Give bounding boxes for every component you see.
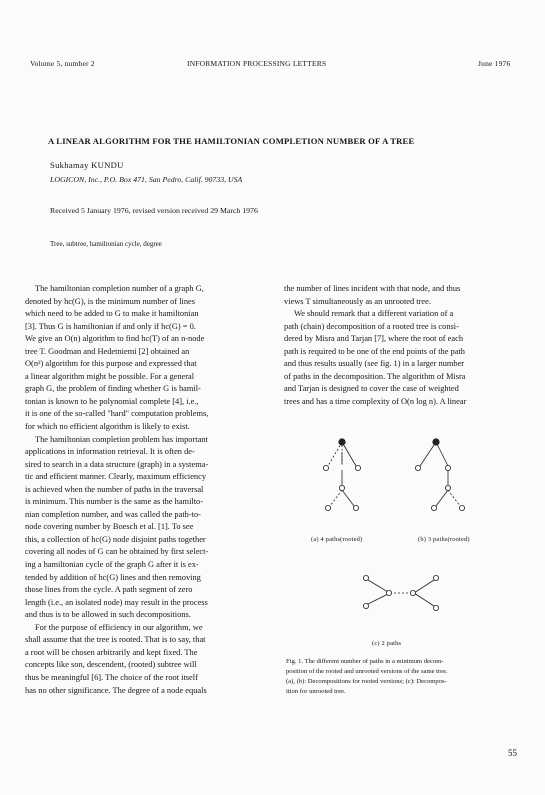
- body-line: dered by Misra and Tarjan [7], where the root of each: [284, 334, 464, 344]
- caption-line: Fig. 1. The different number of paths in a minimum decom-: [286, 658, 444, 665]
- body-line: We give an O(n) algorithm to find hc(T) of an n-node: [25, 334, 205, 344]
- body-line: concepts like son, descendent, (rooted) subtree will: [25, 660, 197, 670]
- tree-c: [363, 575, 438, 610]
- figure-label-c: (c) 2 paths: [372, 640, 402, 647]
- body-line: thus be meaningful [6]. The choice of the root itself: [25, 672, 198, 682]
- caption-line: (a), (b): Decompositions for rooted versions; (c): Decompos-: [286, 678, 447, 685]
- body-line: sired to search in a data structure (graph) in a systema-: [25, 459, 209, 469]
- caption-line: ition for unrooted tree.: [286, 688, 346, 695]
- body-line: for which no efficient algorithm is likely to exist.: [25, 422, 190, 432]
- received-date: Received 5 January 1976, revised version received 29 March 1976: [50, 206, 258, 215]
- body-line: [3]. Thus G is hamiltonian if and only if hc(G) = 0.: [25, 321, 196, 331]
- running-header-volume: Volume 5, number 2: [30, 59, 95, 68]
- running-header-date: June 1976: [478, 59, 511, 68]
- author-name: Sukhamay KUNDU: [50, 160, 124, 170]
- body-line: of paths in the decomposition. The algorithm of Misra: [284, 371, 466, 381]
- body-line: O(n²) algorithm for this purpose and expressed that: [25, 359, 197, 369]
- body-line: trees and has a time complexity of O(n log n). A linear: [284, 396, 467, 406]
- body-line: views T simultaneously as an unrooted tree.: [284, 296, 431, 306]
- figure-label-b: (b) 3 paths(rooted): [418, 536, 470, 543]
- body-line: The hamiltonian completion problem has important: [35, 434, 208, 444]
- body-line: path (chain) decomposition of a rooted tree is consi-: [284, 321, 459, 331]
- body-line: has no other significance. The degree of a node equals: [25, 685, 207, 695]
- body-line: and thus results usually (see fig. 1) in a larger number: [284, 359, 465, 369]
- body-line: those lines from the cycle. A path segment of zero: [25, 585, 193, 595]
- left-column: [25, 283, 268, 697]
- author-affiliation: LOGICON, Inc., P.O. Box 471, San Pedro, Calif. 90733, USA: [50, 175, 243, 184]
- body-line: The hamiltonian completion number of a graph G,: [35, 284, 204, 293]
- body-line: tonian is known to be polynomial complete [4], i.e.,: [25, 396, 199, 406]
- body-line: this, a collection of hc(G) node disjoint paths together: [25, 534, 206, 544]
- body-line: is minimum. This number is the same as the hamilto-: [25, 497, 204, 507]
- body-line: covering all nodes of G can be obtained by first select-: [25, 547, 209, 557]
- body-line: denoted by hc(G), is the minimum number of lines: [25, 296, 196, 306]
- body-line: nian completion number, and was called the path-to-: [25, 509, 201, 519]
- body-line: it is one of the so-called "hard" computation problems,: [25, 409, 209, 419]
- body-line: tended by addition of hc(G) lines and then removing: [25, 572, 201, 582]
- body-line: path is required to be one of the end points of the path: [284, 346, 465, 356]
- body-line: a linear algorithm might be possible. For a general: [25, 371, 195, 381]
- body-line: is achieved when the number of paths in the traversal: [25, 484, 204, 494]
- body-line: tree T. Goodman and Hedetniemi [2] obtained an: [25, 346, 190, 356]
- body-line: shall assume that the tree is rooted. That is to say, that: [25, 635, 206, 645]
- figure-label-a: (a) 4 paths(rooted): [311, 536, 363, 543]
- running-header-journal: INFORMATION PROCESSING LETTERS: [187, 59, 327, 68]
- body-line: tic and efficient manner. Clearly, maximum efficiency: [25, 472, 207, 482]
- body-line: applications in information retrieval. It is often de-: [25, 447, 195, 457]
- caption-line: position of the rooted and unrooted versions of the same tree.: [286, 668, 448, 675]
- body-line: We should remark that a different variation of a: [294, 309, 454, 319]
- body-line: which need to be added to G to make it hamiltonian: [25, 309, 199, 319]
- body-line: For the purpose of efficiency in our algorithm, we: [35, 622, 203, 632]
- body-line: and Tarjan is designed to cover the case of weighted: [284, 384, 459, 394]
- body-line: a root will be chosen arbitrarily and kept fixed. The: [25, 647, 198, 657]
- keywords: Tree, subtree, hamiltonian cycle, degree: [50, 240, 162, 248]
- tree-b: [415, 439, 464, 511]
- tree-a: [323, 439, 360, 511]
- body-line: and thus is to be allowed in such decompositions.: [25, 610, 191, 620]
- body-line: node covering number by Boesch et al. [1]. To see: [25, 522, 194, 532]
- right-column: [284, 283, 516, 408]
- body-line: the number of lines incident with that node, and thus: [284, 284, 461, 293]
- figure-caption: [286, 657, 511, 697]
- body-line: length (i.e., an isolated node) may result in the process: [25, 597, 208, 607]
- article-title: A LINEAR ALGORITHM FOR THE HAMILTONIAN COMPLETION NUMBER OF A TREE: [48, 136, 415, 146]
- body-line: graph G, the problem of finding whether G is hamil-: [25, 384, 201, 394]
- body-line: ing a hamiltonian cycle of the graph G after it is ex-: [25, 560, 199, 570]
- page-number: 55: [508, 748, 517, 758]
